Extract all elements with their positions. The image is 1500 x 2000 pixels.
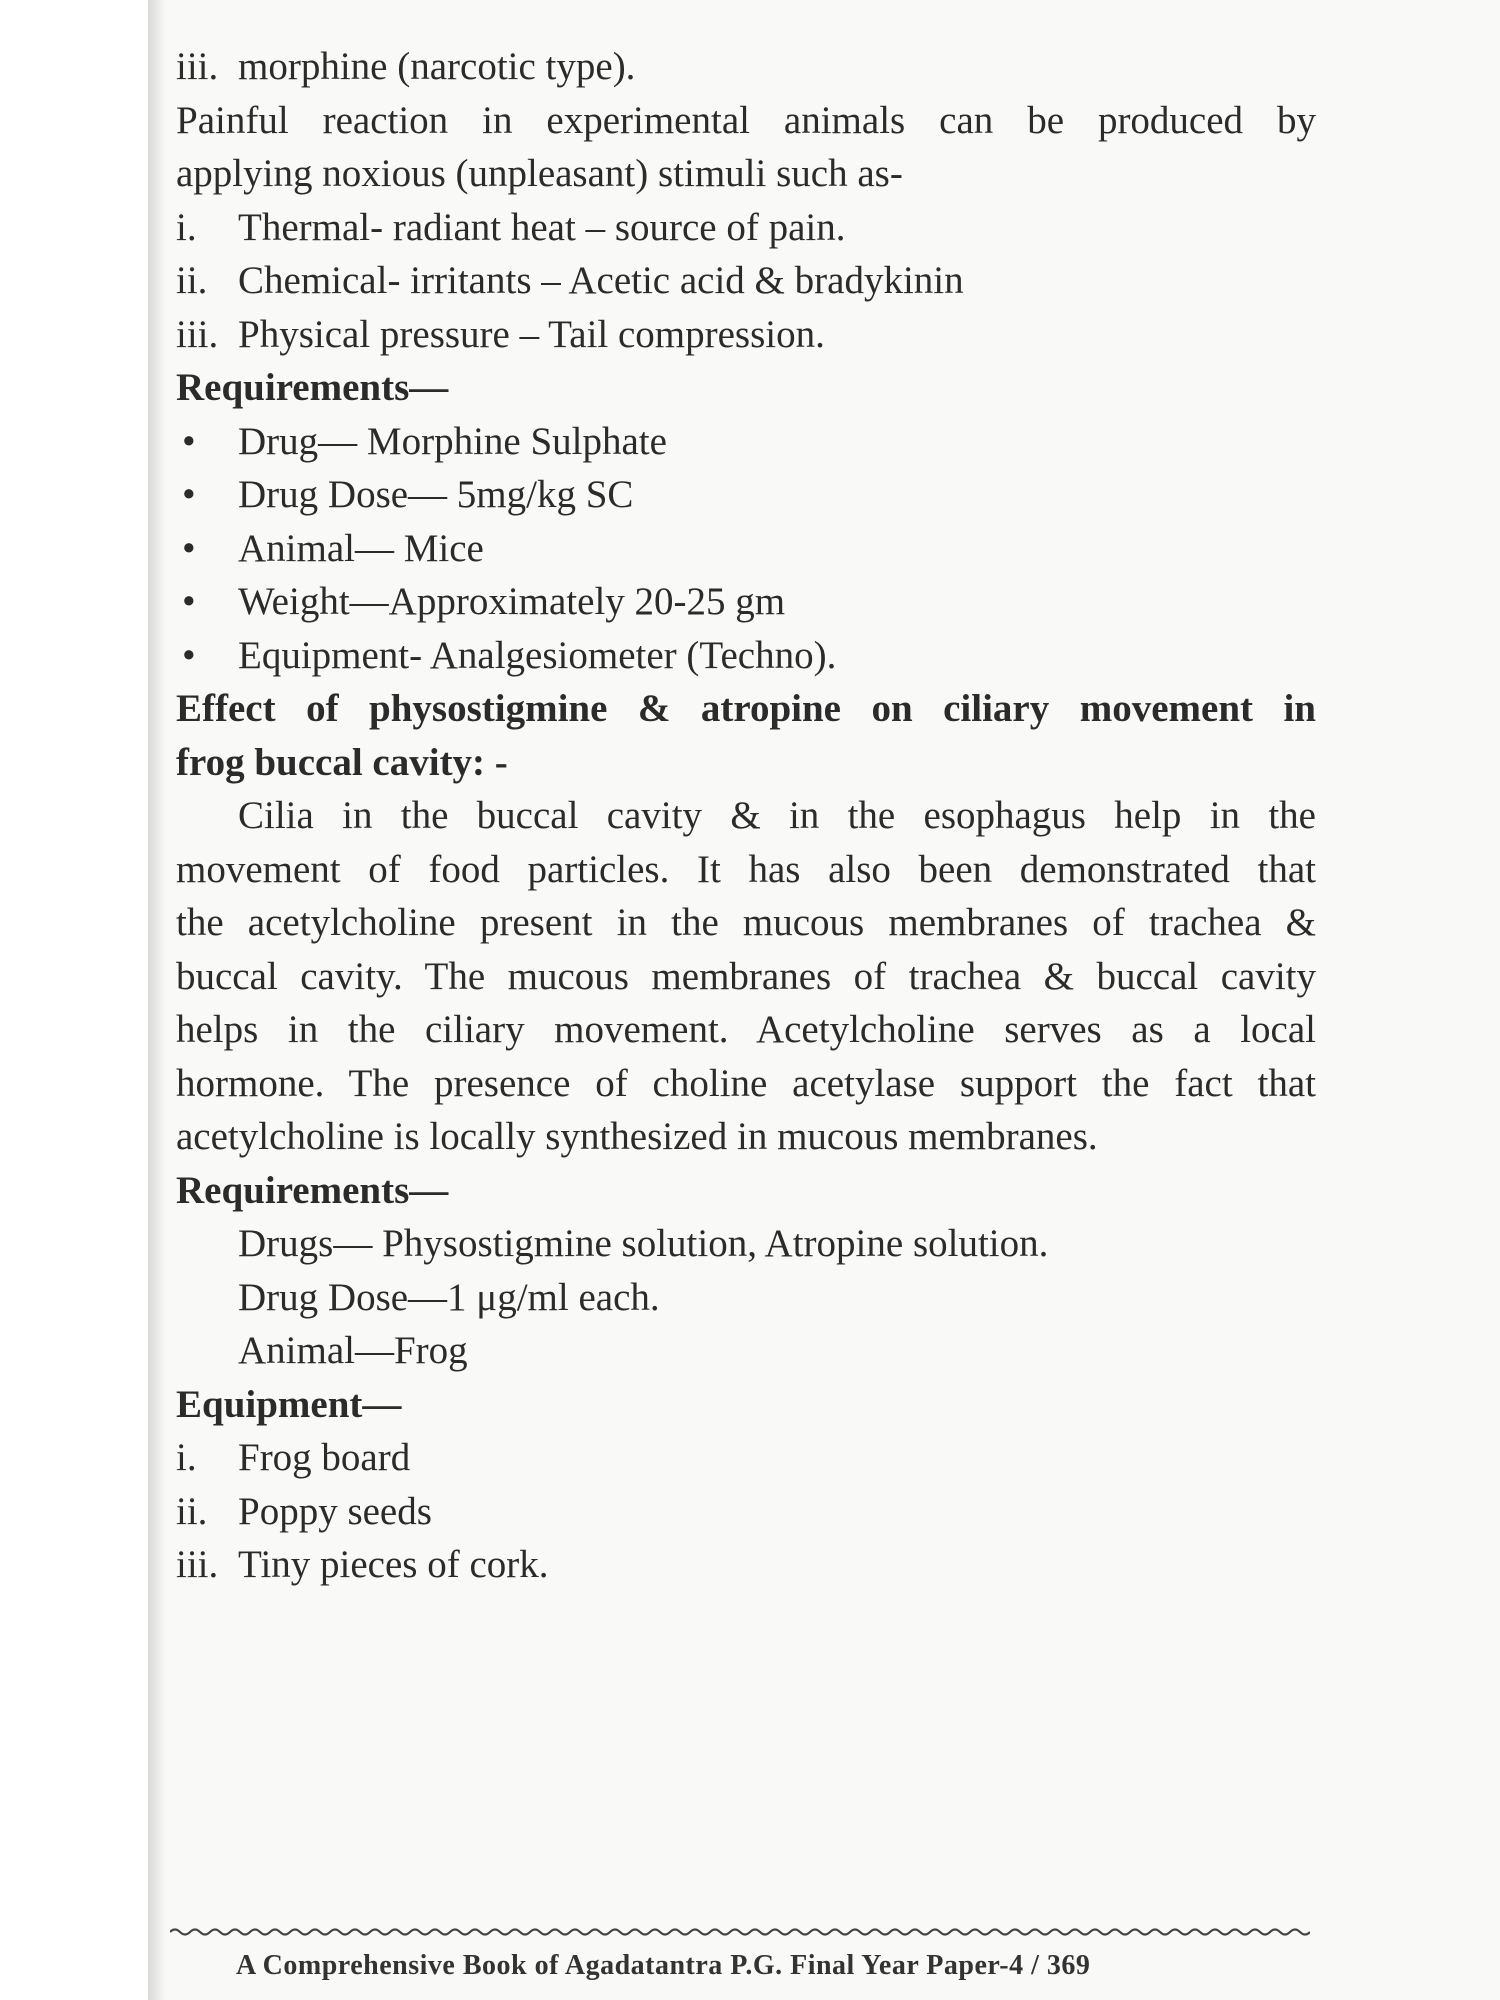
list-number: iii. [176, 312, 219, 356]
page-content [176, 40, 1316, 1592]
list-text: Tiny pieces of cork. [238, 1543, 549, 1586]
list-item [176, 1538, 1316, 1592]
list-text: Thermal- radiant heat – source of pain. [238, 205, 846, 249]
list-number: ii. [176, 1489, 208, 1533]
list-item [176, 308, 1316, 362]
requirement-item: Drugs— Physostigmine solution, Atropine solution. [238, 1222, 1049, 1265]
list-item [176, 254, 1316, 308]
list-number: iii. [176, 1543, 219, 1586]
page-gutter [0, 0, 148, 2000]
section-heading: Equipment— [176, 1382, 402, 1426]
bullet-item [176, 468, 1316, 522]
list-text: Frog board [238, 1436, 411, 1479]
bullet-item [176, 575, 1316, 629]
bullet-icon: • [182, 473, 196, 516]
footer-wavy-rule [170, 1925, 1310, 1939]
bullet-text: Equipment- Analgesiometer (Techno). [238, 633, 837, 677]
paragraph-line: movement of food particles. It has also been demonstrated that [176, 847, 1316, 891]
section-heading-cont: frog buccal cavity: - [176, 740, 508, 784]
bullet-text: Drug— Morphine Sulphate [238, 419, 667, 463]
page-footer: A Comprehensive Book of Agadatantra P.G. Final Year Paper-4 / 369 [236, 1950, 1091, 1981]
bullet-icon: • [182, 419, 196, 463]
section-heading: Effect of physostigmine & atropine on ciliary movement in [176, 687, 1316, 730]
list-text: Chemical- irritants – Acetic acid & bradykinin [238, 259, 964, 302]
bullet-text: Animal— Mice [238, 526, 484, 570]
bullet-icon: • [182, 633, 196, 677]
requirement-item: Drug Dose—1 μg/ml each. [238, 1275, 660, 1319]
section-heading: Requirements— [176, 366, 449, 409]
list-text: morphine (narcotic type). [238, 45, 636, 88]
paragraph-line: the acetylcholine present in the mucous membranes of trachea & [176, 901, 1316, 944]
bullet-item [176, 522, 1316, 576]
bullet-icon: • [182, 580, 196, 623]
list-item [176, 1485, 1316, 1539]
list-number: i. [176, 205, 197, 249]
section-heading: Requirements— [176, 1168, 449, 1212]
requirement-item: Animal—Frog [238, 1329, 468, 1372]
bullet-item [176, 629, 1316, 683]
bullet-item [176, 415, 1316, 469]
bullet-text: Drug Dose— 5mg/kg SC [238, 473, 634, 516]
list-item [176, 40, 1316, 94]
paragraph-line: Cilia in the buccal cavity & in the esophagus help in the [238, 794, 1316, 837]
spine-shadow [148, 0, 166, 2000]
list-number: iii. [176, 45, 219, 88]
bullet-icon: • [182, 526, 196, 570]
list-text: Poppy seeds [238, 1489, 432, 1533]
body-line: applying noxious (unpleasant) stimuli such as- [176, 152, 903, 195]
body-line: Painful reaction in experimental animals can be produced by [176, 98, 1316, 142]
list-number: ii. [176, 259, 208, 302]
list-item [176, 201, 1316, 255]
paragraph-line: acetylcholine is locally synthesized in mucous membranes. [176, 1115, 1098, 1158]
list-number: i. [176, 1436, 197, 1479]
list-text: Physical pressure – Tail compression. [238, 312, 825, 356]
paragraph-line: helps in the ciliary movement. Acetylcholine serves as a local [176, 1008, 1316, 1051]
paragraph-line: hormone. The presence of choline acetylase support the fact that [176, 1061, 1316, 1105]
bullet-text: Weight—Approximately 20-25 gm [238, 580, 786, 623]
list-item [176, 1431, 1316, 1485]
paragraph-line: buccal cavity. The mucous membranes of trachea & buccal cavity [176, 954, 1316, 998]
